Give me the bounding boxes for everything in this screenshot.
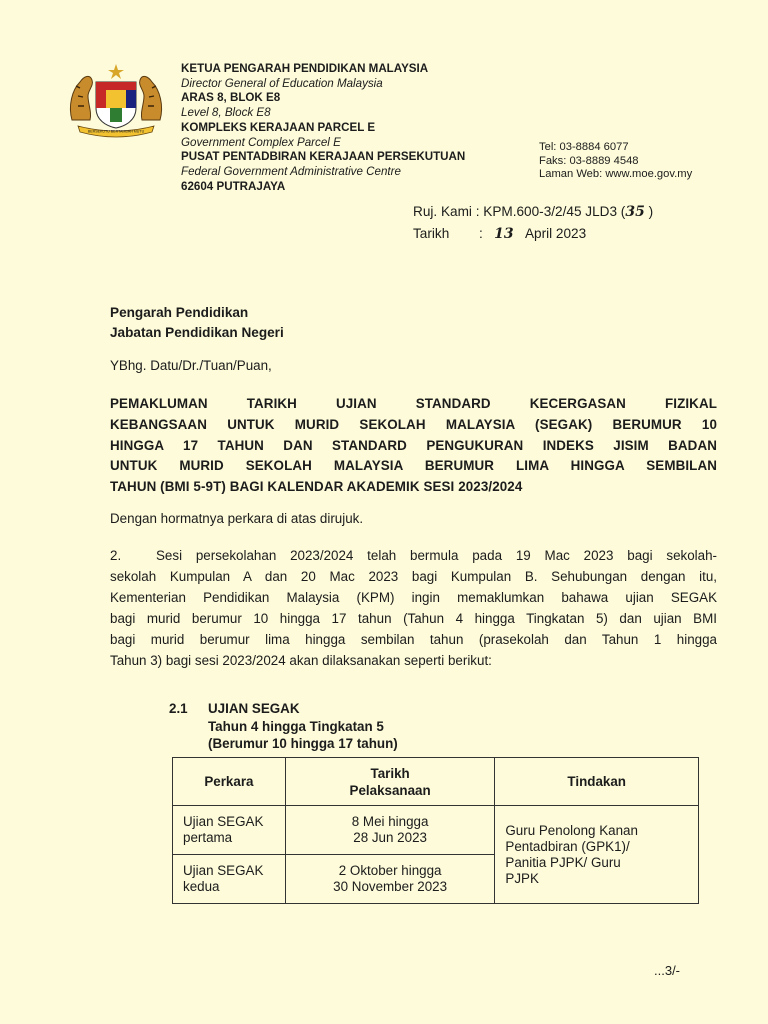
reference-number: Ruj. Kami : KPM.600-3/2/45 JLD3 (35 ) <box>413 204 654 220</box>
letterhead-line: Federal Government Administrative Centre <box>181 164 401 178</box>
recipient-address: Pengarah Pendidikan Jabatan Pendidikan Negeri <box>110 305 284 340</box>
letterhead-line: KETUA PENGARAH PENDIDIKAN MALAYSIA <box>181 62 429 75</box>
letterhead-line: Level 8, Block E8 <box>181 106 271 120</box>
paragraph-number: 2. <box>110 548 122 563</box>
table-header-row <box>173 758 699 806</box>
svg-text:BERSEKUTU BERTAMBAH MUTU: BERSEKUTU BERTAMBAH MUTU <box>87 129 145 134</box>
handwritten-number: 35 <box>625 204 645 220</box>
letterhead-line: Director General of Education Malaysia <box>181 76 383 90</box>
salutation: YBhg. Datu/Dr./Tuan/Puan, <box>110 358 272 373</box>
letterhead-line: 62604 PUTRAJAYA <box>181 179 286 193</box>
letterhead-contact <box>539 141 692 182</box>
intro-paragraph: Dengan hormatnya perkara di atas dirujuk. <box>110 511 364 526</box>
contact-fax: Faks: 03-8889 4548 <box>539 154 639 167</box>
contact-tel: Tel: 03-8884 6077 <box>539 141 629 153</box>
contact-web: Laman Web: www.moe.gov.my <box>539 168 693 181</box>
page-continuation-marker: ...3/- <box>654 963 681 978</box>
tindakan-cell: Guru Penolong Kanan Pentadbiran (GPK1)/ Panitia PJPK/ Guru PJPK <box>495 806 699 904</box>
letterhead-line: ARAS 8, BLOK E8 <box>181 91 281 105</box>
header-perkara: Perkara <box>173 758 286 806</box>
coat-of-arms-icon <box>66 62 166 138</box>
letterhead-line: PUSAT PENTADBIRAN KERAJAAN PERSEKUTUAN <box>181 150 466 164</box>
paragraph-2: 2. Sesi persekolahan 2023/2024 telah bermula pada 19 Mac 2023 bagi sekolah- sekolah Kumpulan A dan 20 Mac 2023 bagi Kumpulan B. Sehubungan dengan itu, Kementerian Pendidikan Malaysia (KPM) ingin memaklumkan bahawa ujian SEGAK bagi murid berumur 10 hingga 17 tahun (Tahun 4 hingga Tingkatan 5) dan ujian BMI bagi murid berumur lima hingga sembilan tahun (prasekolah dan Tahun 1 hingga Tahun 3) bagi sesi 2023/2024 akan dilaksanakan seperti berikut: <box>110 545 717 671</box>
section-heading: 2.1 UJIAN SEGAK Tahun 4 hingga Tingkatan 5 (Berumur 10 hingga 17 tahun) <box>169 701 398 751</box>
schedule-table <box>172 757 699 904</box>
reference-block <box>413 201 653 245</box>
handwritten-day: 13 <box>494 226 514 242</box>
header-tarikh: Tarikh Pelaksanaan <box>285 758 495 806</box>
letterhead-line: KOMPLEKS KERAJAAN PARCEL E <box>181 120 376 134</box>
header-tindakan: Tindakan <box>495 758 699 806</box>
reference-date: Tarikh : 13 April 2023 <box>413 226 587 242</box>
table-row: Ujian SEGAK kedua 2 Oktober hingga 30 November 2023 <box>173 855 699 904</box>
letter-subject: PEMAKLUMAN TARIKH UJIAN STANDARD KECERGASAN FIZIKAL KEBANGSAAN UNTUK MURID SEKOLAH MALAYSIA (SEGAK) BERUMUR 10 HINGGA 17 TAHUN DAN STANDARD PENGUKURAN INDEKS JISIM BADAN UNTUK MURID SEKOLAH MALAYSIA BERUMUR LIMA HINGGA SEMBILAN TAHUN (BMI 5-9T) BAGI KALENDAR AKADEMIK SESI 2023/2024 <box>110 396 717 495</box>
table-row: Ujian SEGAK pertama 8 Mei hingga 28 Jun 2023 Guru Penolong Kanan Pentadbiran (GPK1)/ Panitia PJPK/ Guru PJPK <box>173 806 699 855</box>
letterhead-line: Government Complex Parcel E <box>181 135 341 149</box>
letterhead-address <box>181 62 465 194</box>
